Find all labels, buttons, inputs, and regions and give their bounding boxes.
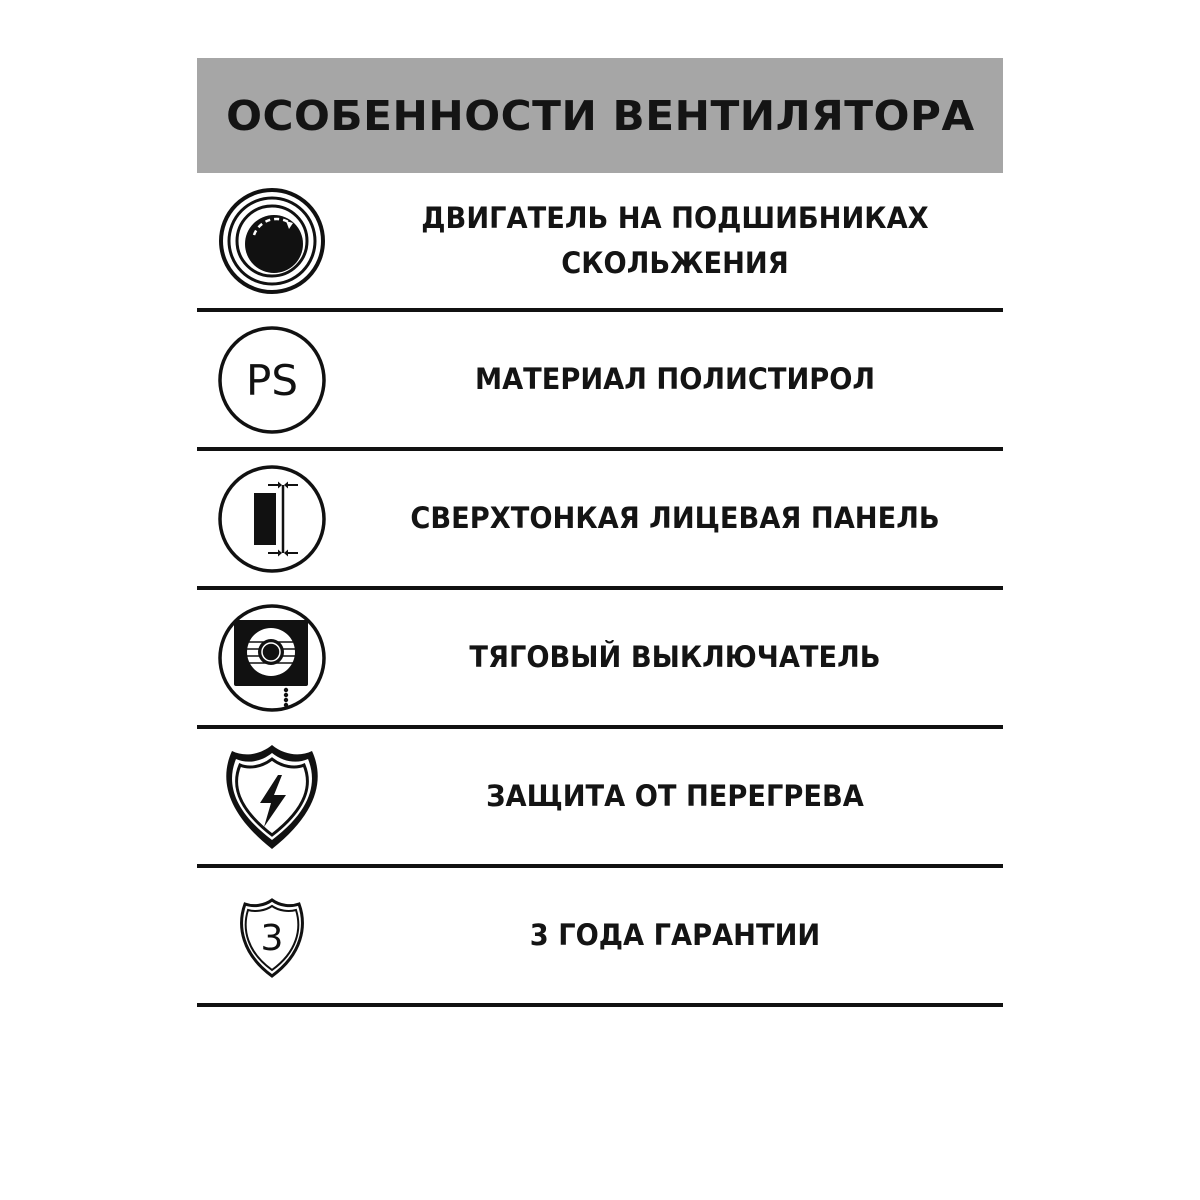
feature-label-material — [367, 357, 984, 402]
feature-row-material — [197, 312, 1003, 451]
thin-panel-icon — [216, 463, 328, 575]
lightning-shield-icon — [216, 741, 328, 853]
feature-label-bearing — [367, 196, 984, 286]
feature-label-pull-switch — [367, 635, 984, 680]
warranty-shield-icon — [216, 880, 328, 992]
ps-material-icon — [216, 324, 328, 436]
feature-label-line: ДВИГАТЕЛЬ НА ПОДШИБНИКАХ — [421, 200, 929, 235]
feature-label-line: СВЕРХТОНКАЯ ЛИЦЕВАЯ ПАНЕЛЬ — [410, 501, 940, 536]
feature-label-overheat — [367, 774, 984, 819]
feature-label-warranty — [367, 913, 984, 958]
feature-list — [197, 173, 1003, 1007]
bearing-icon — [216, 185, 328, 297]
ps-icon-text: PS — [246, 355, 298, 405]
feature-label-line: ТЯГОВЫЙ ВЫКЛЮЧАТЕЛЬ — [469, 640, 881, 675]
feature-sheet — [197, 58, 1003, 1007]
feature-row-pull-switch — [197, 590, 1003, 729]
warranty-icon-text: 3 — [260, 917, 284, 959]
feature-row-warranty — [197, 868, 1003, 1007]
feature-label-line: СКОЛЬЖЕНИЯ — [561, 245, 789, 280]
feature-label-line: МАТЕРИАЛ ПОЛИСТИРОЛ — [474, 362, 876, 397]
feature-label-thin-panel — [367, 496, 984, 541]
page-title: ОСОБЕННОСТИ ВЕНТИЛЯТОРА — [225, 91, 975, 140]
feature-row-bearing — [197, 173, 1003, 312]
feature-row-thin-panel — [197, 451, 1003, 590]
feature-row-overheat — [197, 729, 1003, 868]
header-bar — [197, 58, 1003, 173]
feature-label-line: 3 ГОДА ГАРАНТИИ — [529, 918, 821, 953]
pull-switch-fan-icon — [216, 602, 328, 714]
feature-label-line: ЗАЩИТА ОТ ПЕРЕГРЕВА — [486, 779, 864, 814]
